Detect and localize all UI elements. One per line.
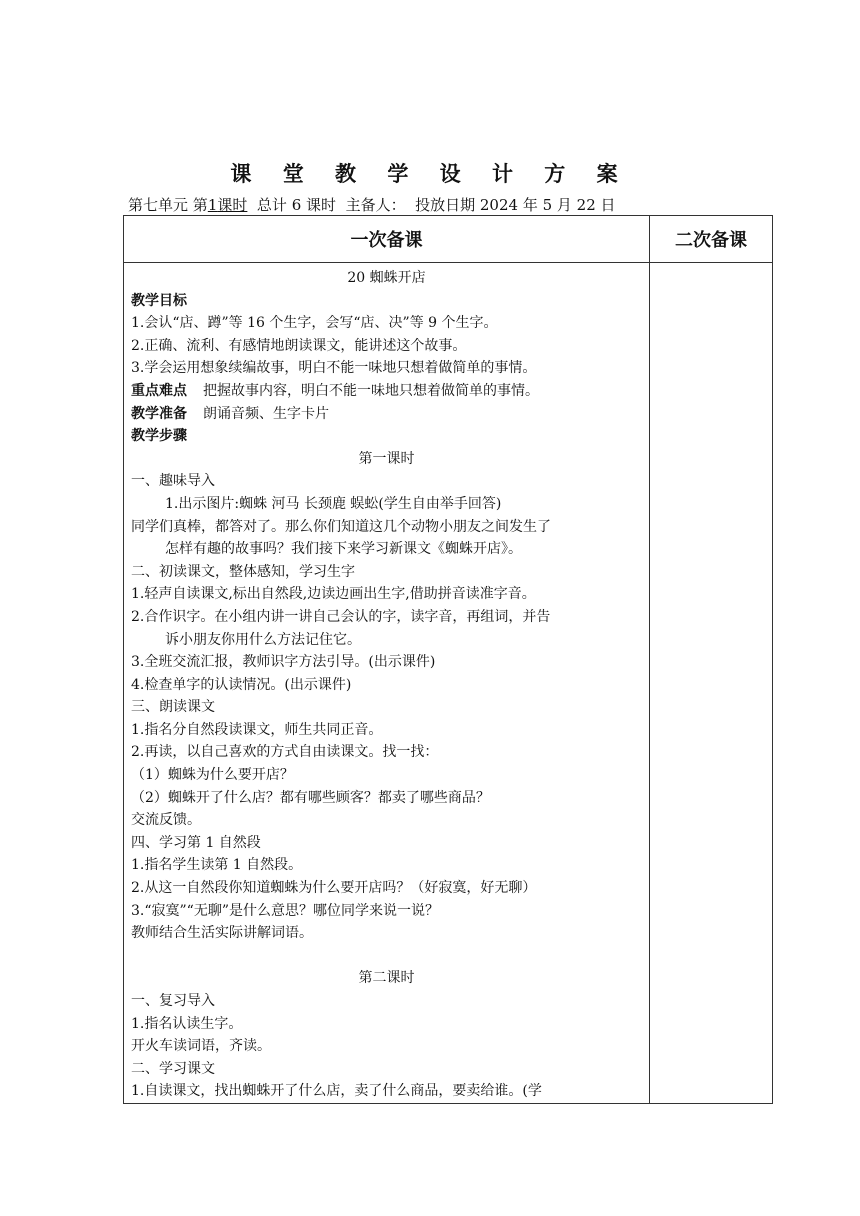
first-prep-header: 一次备课 [124,216,650,263]
key-points-row [131,380,649,403]
lesson-prefix: 第 [192,196,208,214]
page-title: 课 堂 教 学 设 计 方 案 [230,162,630,186]
preparation-label: 教学准备 [131,405,187,422]
step-line: 4.检查单字的认读情况。(出示课件) [131,676,352,693]
lesson-plan-table [123,215,773,1104]
goal-item: 3.学会运用想象续编故事，明白不能一味地只想着做简单的事情。 [131,360,537,377]
step-line: 1.出示图片:蜘蛛 河马 长颈鹿 蜈蚣(学生自由举手回答) [165,495,502,512]
first-prep-content [124,263,650,1104]
key-points-label: 重点难点 [131,382,187,399]
section-heading: 二、学习课文 [131,1060,215,1077]
total-lessons: 总计 6 课时 [256,196,337,214]
step-line: 教师结合生活实际讲解词语。 [131,925,313,942]
step-line: 3.全班交流汇报，教师识字方法引导。(出示课件) [131,654,436,671]
step-line: 交流反馈。 [131,812,201,829]
blank-line [131,945,649,968]
question-line: （2）蜘蛛开了什么店？都有哪些顾客？都卖了哪些商品？ [131,789,490,806]
step-line: 怎样有趣的故事吗？我们接下来学习新课文《蜘蛛开店》。 [165,541,522,558]
step-line: 2.从这一自然段你知道蜘蛛为什么要开店吗？（好寂寞，好无聊） [131,880,537,897]
section-heading: 三、朗读课文 [131,699,215,716]
section-heading: 一、复习导入 [131,993,215,1009]
question-line: （1）蜘蛛为什么要开店？ [131,767,294,784]
step-line: 2.再读，以自己喜欢的方式自由读课文。找一找： [131,744,439,761]
lesson-info-line [128,194,616,215]
lesson-number: 1 [207,196,218,214]
unit-label: 第七单元 [128,196,189,214]
step-line: 诉小朋友你用什么方法记住它。 [165,631,361,648]
goal-item: 1.会认“店、蹲”等 16 个生字，会写“店、决”等 9 个生字。 [131,315,498,332]
preparer-label: 主备人： [345,196,406,214]
step-line: 开火车读词语，齐读。 [131,1038,271,1055]
preparation-row [131,403,649,426]
lesson-suffix: 课时 [217,196,248,214]
step-line: 同学们真棒，都答对了。那么你们知道这几个动物小朋友之间发生了 [131,518,551,535]
section-heading: 二、初读课文，整体感知，学习生字 [131,563,355,580]
step-line: 1.指名认读生字。 [131,1015,243,1032]
goals-title: 教学目标 [131,292,187,309]
section-heading: 一、趣味导入 [131,473,215,490]
step-line: 1.轻声自读课文,标出自然段,边读边画出生字,借助拼音读准字音。 [131,586,536,603]
lesson-heading: 20 蜘蛛开店 [347,270,426,286]
step-line: 1.自读课文，找出蜘蛛开了什么店，卖了什么商品，要卖给谁。(学 [131,1083,542,1100]
preparation-text: 朗诵音频、生字卡片 [203,405,329,422]
key-points-text: 把握故事内容，明白不能一味地只想着做简单的事情。 [203,382,539,399]
section-heading: 四、学习第 1 自然段 [131,834,261,851]
step-line: 2.合作识字。在小组内讲一讲自己会认的字，读字音，再组词，并告 [131,608,551,625]
second-prep-header: 二次备课 [650,216,773,263]
period-heading: 第二课时 [358,970,415,987]
second-prep-content [650,263,773,1104]
release-date: 投放日期 2024 年 5 月 22 日 [415,196,616,214]
step-line: 1.指名学生读第 1 自然段。 [131,857,303,874]
period-heading: 第一课时 [358,450,415,467]
step-line: 3.“寂寞”“无聊”是什么意思？哪位同学来说一说？ [131,902,439,919]
steps-title: 教学步骤 [131,428,187,445]
goal-item: 2.正确、流利、有感情地朗读课文，能讲述这个故事。 [131,337,467,354]
step-line: 1.指名分自然段读课文，师生共同正音。 [131,721,383,738]
